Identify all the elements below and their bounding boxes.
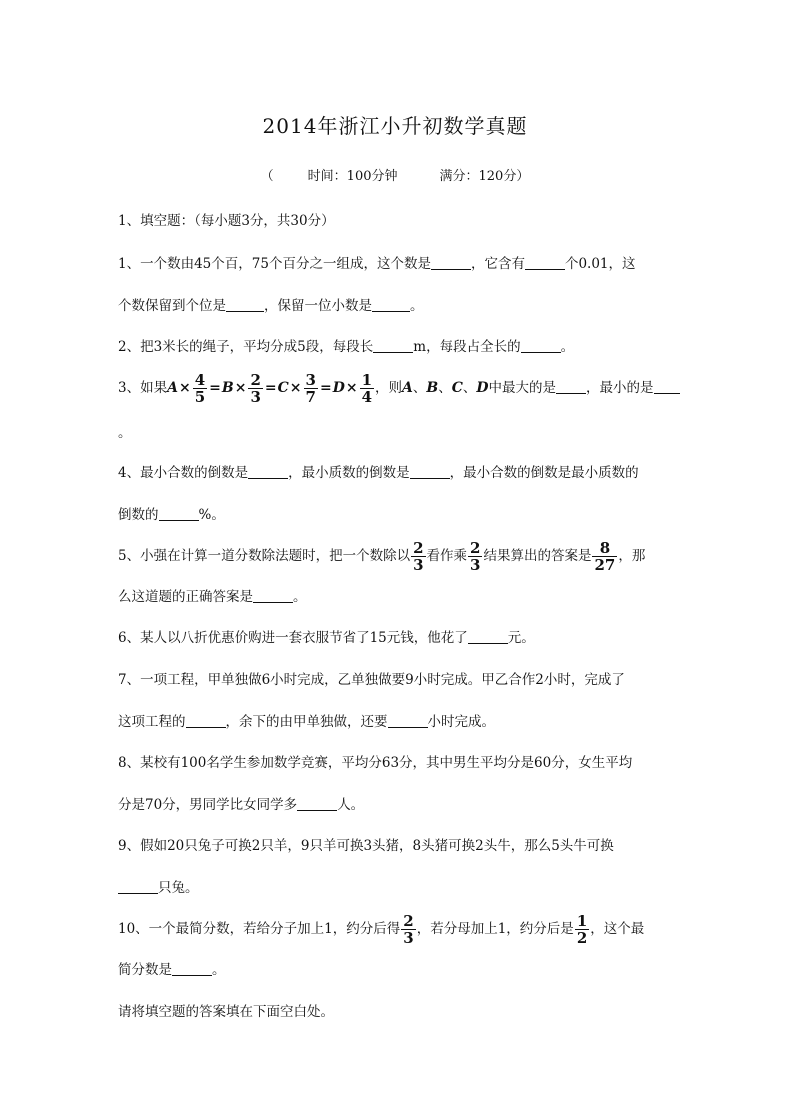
paren-open: （: [260, 169, 274, 184]
question-6: 6、某人以八折优惠价购进一套衣服节省了15元钱，他花了 元。: [118, 630, 535, 646]
fraction: $\frac{4}{5}$: [194, 371, 206, 406]
question-9-line-1: 9、假如20只兔子可换2只羊，9只羊可换3头猪，8头猪可换2头牛，那么5头牛可换: [118, 838, 614, 854]
question-1-line-1: 1、一个数由45个百，75个百分之一组成，这个数是 ，它含有 个0.01，这: [118, 256, 636, 272]
question-5-line-1: 5、小强在计算一道分数除法题时，把一个数除以 $\frac{2}{3}$ 看作乘 $\frac{2}{3}$ 结果算出的答案是 $\frac{8}{27}$ ，那: [118, 539, 646, 574]
answer-blank[interactable]: [468, 629, 508, 644]
question-8-line-2: 分是70分，男同学比女同学多 人。: [118, 797, 365, 813]
answer-blank[interactable]: [654, 379, 680, 394]
question-10-line-1: 10、一个最简分数，若给分子加上1，约分后得 $\frac{2}{3}$ ，若分母加上1，约分后是 $\frac{1}{2}$ ，这个最: [118, 912, 645, 947]
exam-score: 满分：120分）: [439, 169, 530, 184]
exam-time: 时间：100分钟: [307, 169, 398, 184]
section-heading: 1、填空题：（每小题3分，共30分）: [118, 213, 335, 229]
answer-blank[interactable]: [297, 796, 337, 811]
question-7-line-1: 7、一项工程，甲单独做6小时完成，乙单独做要9小时完成。甲乙合作2小时，完成了: [118, 672, 625, 688]
question-5-line-2: 么这道题的正确答案是 。: [118, 589, 307, 605]
answer-blank[interactable]: [410, 464, 450, 479]
question-7-line-2: 这项工程的 ，余下的由甲单独做，还要 小时完成。: [118, 714, 495, 730]
question-3-line-1: 3、如果A× $\frac{4}{5}$ =B× $\frac{2}{3}$ =C× $\frac{3}{7}$ =D× $\frac{1}{4}$ ，则A、B、C、D中最大的是 ，最小的是: [118, 372, 678, 405]
fraction: $\frac{3}{7}$: [305, 371, 316, 406]
answer-blank[interactable]: [388, 713, 428, 728]
fraction: $\frac{2}{3}$: [413, 539, 424, 574]
question-1-line-2: 个数保留到个位是 ，保留一位小数是 。: [118, 298, 424, 314]
answer-blank[interactable]: [431, 255, 471, 270]
answer-blank[interactable]: [172, 961, 212, 976]
question-4-line-2: 倒数的 %。: [118, 507, 225, 523]
question-2: 2、把3米长的绳子，平均分成5段，每段长 m，每段占全长的 。: [118, 339, 575, 355]
answer-blank[interactable]: [521, 338, 561, 353]
question-8-line-1: 8、某校有100名学生参加数学竞赛，平均分63分，其中男生平均分是60分，女生平均: [118, 755, 633, 771]
answer-blank[interactable]: [525, 255, 565, 270]
fraction: $\frac{2}{3}$: [403, 912, 414, 947]
answer-blank[interactable]: [226, 297, 264, 312]
answer-blank[interactable]: [118, 879, 158, 894]
fraction: $\frac{1}{2}$: [576, 912, 588, 947]
answer-blank[interactable]: [159, 506, 199, 521]
question-4-line-1: 4、最小合数的倒数是 ，最小质数的倒数是 ，最小合数的倒数是最小质数的: [118, 465, 639, 481]
question-3-line-2: 。: [118, 425, 132, 441]
question-9-line-2: 只兔。: [118, 878, 678, 898]
fraction: $\frac{1}{4}$: [361, 371, 372, 406]
fraction: $\frac{2}{3}$: [470, 539, 481, 574]
exam-info: [0, 165, 790, 184]
question-10-line-2: 简分数是 。: [118, 962, 226, 978]
page-title: 2014年浙江小升初数学真题: [262, 114, 528, 138]
answer-blank[interactable]: [248, 464, 288, 479]
answer-note: 请将填空题的答案填在下面空白处。: [118, 1004, 334, 1020]
answer-blank[interactable]: [372, 297, 410, 312]
answer-blank[interactable]: [556, 379, 586, 394]
answer-blank[interactable]: [373, 338, 413, 353]
fraction: $\frac{2}{3}$: [250, 371, 261, 406]
fraction: $\frac{8}{27}$: [594, 539, 616, 574]
answer-blank[interactable]: [253, 588, 293, 603]
answer-blank[interactable]: [186, 713, 226, 728]
